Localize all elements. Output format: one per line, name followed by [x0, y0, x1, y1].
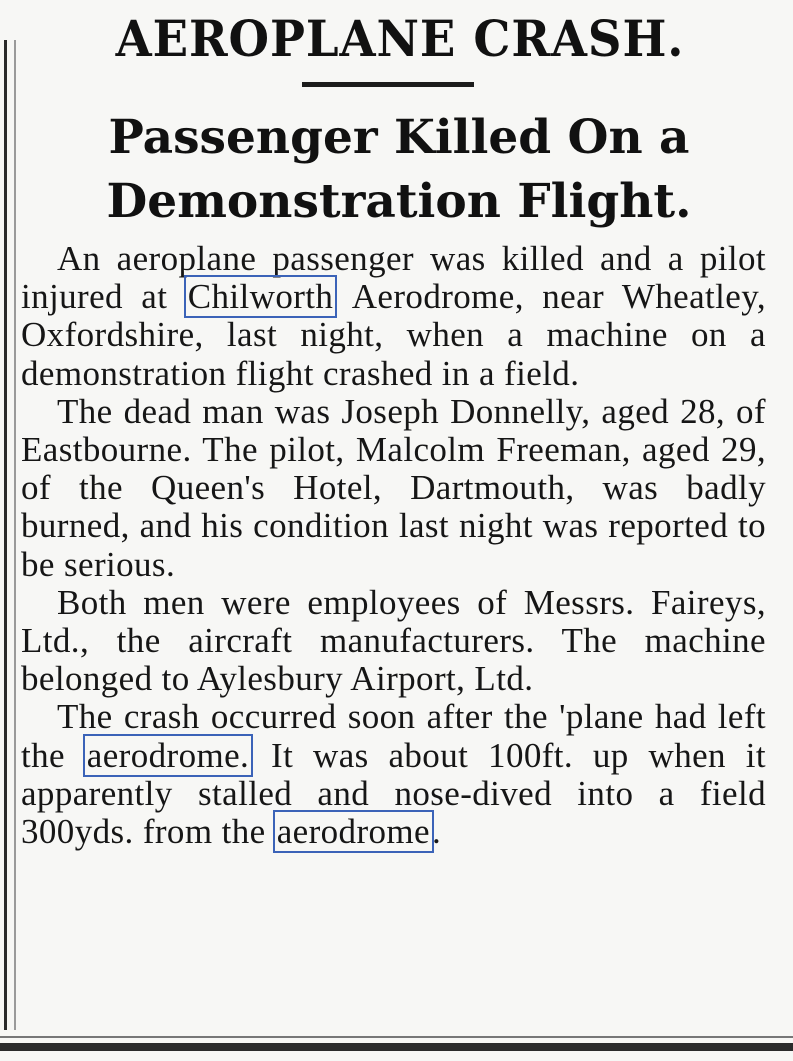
subheadline-line-1: Passenger Killed On a	[108, 110, 690, 165]
paragraph-4	[21, 698, 766, 851]
paragraph-1-text-a: An aeroplane passenger was killed and a pilot injured at	[21, 239, 766, 317]
paragraph-2: The dead man was Joseph Donnelly, aged 28, of Eastbourne. The pilot, Malcolm Freeman, aged 29, of the Queen's Hotel, Dartmouth, was badly burned, and his condition last night was reported to be serious.	[21, 391, 766, 584]
bottom-rule	[0, 1043, 793, 1051]
headline: AEROPLANE CRASH.	[115, 9, 685, 68]
subheadline-line-2: Demonstration Flight.	[106, 174, 692, 229]
paragraph-3: Both men were employees of Messrs. Faireys, Ltd., the aircraft manufacturers. The machine belonged to Aylesbury Airport, Ltd.	[21, 582, 766, 699]
column-rule-inner	[14, 40, 16, 1030]
paragraph-4-text-a: The crash occurred soon after the 'plane had left the	[21, 697, 766, 775]
paragraph-1-text-b: Aerodrome, near Wheatley, Oxfordshire, last night, when a machine on a demonstration flight crashed in a field.	[21, 277, 766, 393]
subheadline	[24, 106, 774, 234]
column-rule	[4, 40, 7, 1030]
paragraph-4-text-c: .	[431, 812, 442, 852]
paragraph-1	[21, 240, 766, 393]
highlighted-word-aerodrome-1[interactable]: aerodrome.	[86, 735, 250, 775]
headline-divider	[302, 82, 474, 87]
highlighted-word-chilworth[interactable]: Chilworth	[187, 277, 334, 317]
article-body	[21, 240, 766, 851]
bottom-rule-thin	[0, 1036, 793, 1038]
highlighted-word-aerodrome-2[interactable]: aerodrome	[276, 812, 430, 852]
paragraph-4-text-b: It was about 100ft. up when it apparently stalled and nose-dived into a field 300yds. from the	[21, 735, 767, 852]
